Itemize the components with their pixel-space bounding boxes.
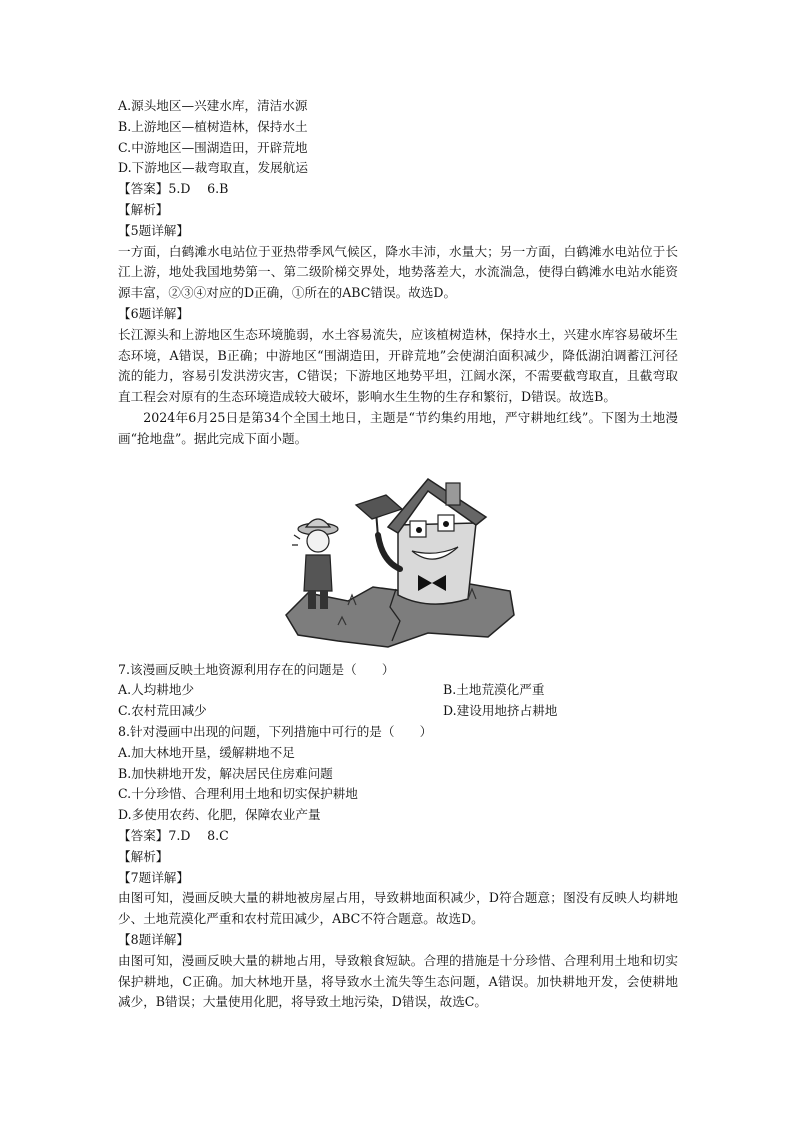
q7-option-b: B.土地荒漠化严重 (443, 682, 545, 698)
q5-option-d: D.下游地区—裁弯取直，发展航运 (118, 160, 308, 176)
q7-option-a: A.人均耕地少 (118, 682, 195, 698)
q8-detail-heading: 【8题详解】 (118, 931, 189, 947)
q5-option-b: B.上游地区—植树造林，保持水土 (118, 118, 308, 134)
land-day-intro: 2024年6月25日是第34个全国土地日，主题是“节约集约用地，严守耕地红线”。下图为土地漫画“抢地盘”。据此完成下面小题。 (118, 409, 678, 446)
q8-detail-text: 由图可知，漫画反映大量的耕地占用，导致粮食短缺。合理的措施是十分珍惜、合理利用土地和切实保护耕地，C正确。加大林地开垦，将导致水土流失等生态问题，A错误。加快耕地开发，会使耕地减少，B错误；大量使用化肥，将导致土地污染，D错误，故选C。 (118, 952, 678, 1010)
house-arm (378, 535, 400, 569)
q6-detail-text: 长江源头和上游地区生态环境脆弱，水土容易流失，应该植树造林，保持水土，兴建水库容易破坏生态环境，A错误，B正确；中游地区“围湖造田，开辟荒地”会使湖泊面积减少，降低湖泊调蓄江河径流的能力，容易引发洪涝灾害，C错误；下游地区地势平坦，江阔水深，不需要截弯取直，且截弯取直工程会对原有的生态环境造成较大破坏，影响水生生物的生存和繁衍，D错误。故选B。 (118, 326, 678, 405)
answer-7-8: 【答案】7.D 8.C (118, 827, 229, 843)
cartoon-figure (118, 464, 678, 656)
q5-option-a: A.源头地区—兴建水库，清洁水源 (118, 98, 308, 113)
answer-5-6: 【答案】5.D 6.B (118, 181, 229, 197)
farmer-head (307, 530, 329, 552)
q8-option-a: A.加大林地开垦，缓解耕地不足 (118, 744, 295, 760)
q8-option-b: B.加快耕地开发，解决居民住房难问题 (118, 765, 333, 781)
analysis-heading-2: 【解析】 (118, 848, 169, 864)
q8-option-c: C.十分珍惜、合理利用土地和切实保护耕地 (118, 786, 358, 802)
document-page (118, 96, 678, 1013)
q6-detail-heading: 【6题详解】 (118, 305, 189, 321)
q8-stem: 8.针对漫画中出现的问题，下列措施中可行的是（ ） (118, 723, 433, 739)
q7-detail-heading: 【7题详解】 (118, 869, 189, 885)
q7-option-c: C.农村荒田减少 (118, 703, 207, 719)
land-grab-cartoon (278, 465, 518, 655)
q5-option-c: C.中游地区—围湖造田，开辟荒地 (118, 139, 308, 155)
q8-option-d: D.多使用农药、化肥，保障农业产量 (118, 807, 321, 823)
q5-detail-heading: 【5题详解】 (118, 222, 189, 238)
farmer-body (304, 555, 332, 591)
analysis-heading-1: 【解析】 (118, 201, 169, 217)
q7-stem: 7.该漫画反映土地资源利用存在的问题是（ ） (118, 661, 395, 677)
land-piece-on-fork (356, 495, 402, 519)
chimney (446, 483, 460, 505)
q5-detail-text: 一方面，白鹤滩水电站位于亚热带季风气候区，降水丰沛，水量大；另一方面，白鹤滩水电站位于长江上游，地处我国地势第一、第二级阶梯交界处，地势落差大，水流湍急，使得白鹤滩水电站水能资源丰富，②③④对应的D正确，①所在的ABC错误。故选D。 (118, 243, 678, 301)
q7-detail-text: 由图可知，漫画反映大量的耕地被房屋占用，导致耕地面积减少，D符合题意；图没有反映人均耕地少、土地荒漠化严重和农村荒田减少，ABC不符合题意。故选D。 (118, 890, 678, 927)
q7-option-d: D.建设用地挤占耕地 (443, 703, 558, 719)
